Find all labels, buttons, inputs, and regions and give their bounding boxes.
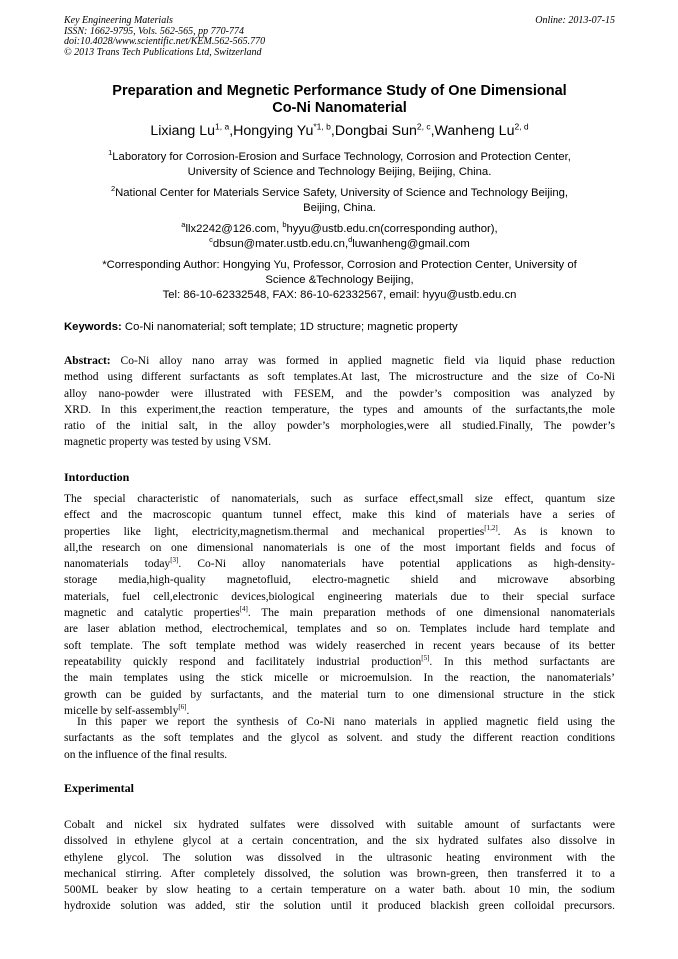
corresponding-line: Science &Technology Beijing, <box>265 274 414 286</box>
body-text: 500ML beaker by slow heating to a certain temperature on a water bath. about 10 min, the sodium <box>64 884 615 897</box>
body-text: properties like light, electricity,magnetism.thermal and mechanical properties <box>64 525 485 538</box>
abstract-text: alloy nano-powder were illustrated with FESEM, and the powder’s composition was analyzed by <box>64 387 615 400</box>
body-text: surfactants as the soft templates and the glycol as solvent. and study the different reaction conditions <box>64 732 615 745</box>
body-text: storage media,high-quality magnetofluid, electro-magnetic shield and microwave absorbing <box>64 574 615 587</box>
citation[interactable]: [6] <box>178 703 187 712</box>
contact-line: Tel: 86-10-62332548, FAX: 86-10-62332567, email: hyyu@ustb.edu.cn <box>162 289 517 301</box>
journal-header <box>64 16 265 58</box>
citation[interactable]: [3] <box>170 556 179 565</box>
affiliation-text: University of Science and Technology Beijing, Beijing, China. <box>187 166 492 178</box>
section-heading-experimental: Experimental <box>64 781 134 795</box>
experimental-paragraph <box>64 817 615 915</box>
abstract-text: magnetic property was tested by using VSM. <box>64 436 272 449</box>
online-date: Online: 2013-07-15 <box>535 15 615 26</box>
body-text: on the influence of the final results. <box>64 748 228 761</box>
abstract-text: XRD. In this experiment,the reaction temperature, the types and amounts of the surfactants,the mole <box>64 403 615 416</box>
affiliation-2 <box>64 186 615 216</box>
citation[interactable]: [5] <box>421 654 430 663</box>
author-separator: , <box>330 123 335 139</box>
author-name: Hongying Yu <box>233 123 314 139</box>
author-name: Lixiang Lu <box>150 123 216 139</box>
introduction-paragraph-1 <box>64 491 615 719</box>
affiliation-text: Beijing, China. <box>303 202 376 214</box>
affiliation-marker: 2 <box>110 184 116 194</box>
doi-link[interactable]: doi:10.4028/www.scientific.net/KEM.562-565.770 <box>64 36 266 47</box>
body-text: effect and the macroscopic quantum tunnel effect, make this kind of materials have a series of <box>64 509 615 522</box>
email-link[interactable]: dbsun@mater.ustb.edu.cn, <box>212 238 349 250</box>
email-link[interactable]: llx2242@126.com, <box>185 223 283 235</box>
body-text: . In this method surfactants are <box>429 655 615 668</box>
email-marker: c <box>209 235 213 245</box>
body-text: dissolved in ethylene glycol at a certain concentration, and the six hydrated sulfates also dissolve in <box>64 835 615 848</box>
corresponding-line: *Corresponding Author: Hongying Yu, Professor, Corrosion and Protection Center, University of <box>102 259 577 271</box>
body-text: mechanical stirring. After completely dissolved, the solution was brown-green, then transferred it to a <box>64 867 615 880</box>
affiliation-text: Laboratory for Corrosion-Erosion and Surface Technology, Corrosion and Protection Center, <box>112 151 571 163</box>
body-text: hydroxide solution was added, stir the solution until it produced blackish green colloidal precursors. <box>64 900 615 913</box>
corresponding-author <box>64 258 615 303</box>
body-text: In this paper we report the synthesis of Co-Ni nano materials in applied magnetic field using the <box>77 716 615 728</box>
title-line-1: Preparation and Megnetic Performance Study of One Dimensional <box>112 83 567 99</box>
email-marker: b <box>282 220 287 230</box>
abstract-text: ratio of the initial salt, in the alloy powder’s morphologies,were all studied.Finally, The powder’s <box>64 420 615 433</box>
body-text: are laser ablation method, electrochemical, templates and so on. Templates include hard template and <box>64 623 615 636</box>
introduction-paragraph-2 <box>64 714 615 763</box>
abstract-text: method using different surfactants as soft templates.At last, The microstructure and the size of Co-Ni <box>64 371 615 384</box>
email-marker: d <box>348 235 353 245</box>
body-text: Cobalt and nickel six hydrated sulfates were dissolved with suitable amount of surfactants were <box>64 819 615 831</box>
keywords-text: Co-Ni nanomaterial; soft template; 1D structure; magnetic property <box>121 321 458 333</box>
affiliation-1 <box>64 150 615 180</box>
author-affiliation-marker: 2, c <box>416 121 431 132</box>
affiliation-text: National Center for Materials Service Safety, University of Science and Technology Beijing, <box>115 187 569 199</box>
author-name: Wanheng Lu <box>434 123 515 139</box>
body-text: . Co-Ni alloy nanomaterials have potential applications as high-density- <box>178 558 615 571</box>
author-separator: , <box>430 123 435 139</box>
body-text: The special characteristic of nanomaterials, such as surface effect,small size effect, quantum size <box>64 493 615 505</box>
author-list <box>64 122 615 140</box>
journal-name: Key Engineering Materials <box>64 15 173 26</box>
author-affiliation-marker: 1, a <box>215 121 230 132</box>
body-text: all,the research on one dimensional nanomaterials is one of the most important fields and focus of <box>64 541 615 554</box>
keywords-label: Keywords: <box>64 321 122 333</box>
body-text: ethylene glycol. The solution was dissolved in the ultrasonic heating environment with the <box>64 851 615 864</box>
email-link[interactable]: luwanheng@gmail.com <box>352 238 470 250</box>
body-text: materials, fuel cell,electronic devices,biological engineering materials due to their special surface <box>64 590 615 603</box>
author-affiliation-marker: 2, d <box>514 121 529 132</box>
body-text: soft template. The soft template method was widely reaserched in recent years because of its better <box>64 639 615 652</box>
author-affiliation-marker: *1, b <box>313 121 331 132</box>
keywords <box>64 321 458 333</box>
affiliation-marker: 1 <box>108 148 113 158</box>
issn-line: ISSN: 1662-9795, Vols. 562-565, pp 770-774 <box>64 25 244 37</box>
email-block <box>64 222 615 252</box>
abstract-text: Co-Ni alloy nano array was formed in applied magnetic field via liquid phase reduction <box>110 355 615 367</box>
body-text: nanomaterials today <box>64 558 171 571</box>
abstract-label: Abstract: <box>64 355 111 367</box>
body-text: the main templates using the stick micelle or microemulsion. In the reaction, the nanomaterials’ <box>64 672 615 685</box>
author-name: Dongbai Sun <box>334 123 417 139</box>
copyright-line: © 2013 Trans Tech Publications Ltd, Switzerland <box>64 46 262 58</box>
body-text: growth can be guided by surfactants, and the material turn to one dimensional structure in the stick <box>64 688 615 701</box>
citation[interactable]: [4] <box>239 605 248 614</box>
body-text: repeatability quickly respond and facilitately industrial production <box>64 655 422 668</box>
email-marker: a <box>181 220 186 230</box>
body-text: . <box>186 704 190 717</box>
title-line-2: Co-Ni Nanomaterial <box>272 100 407 116</box>
paper-title <box>64 83 615 117</box>
body-text: magnetic and catalytic properties <box>64 607 240 620</box>
section-heading-introduction: Intorduction <box>64 470 130 484</box>
author-separator: , <box>229 123 234 139</box>
citation[interactable]: [1,2] <box>484 523 498 532</box>
body-text: . The main preparation methods of one dimensional nanomaterials <box>247 607 615 620</box>
body-text: . As is known to <box>497 525 615 538</box>
body-text: micelle by self-assembly <box>64 704 179 717</box>
email-link[interactable]: hyyu@ustb.edu.cn(corresponding author), <box>286 223 498 235</box>
abstract <box>64 353 615 451</box>
